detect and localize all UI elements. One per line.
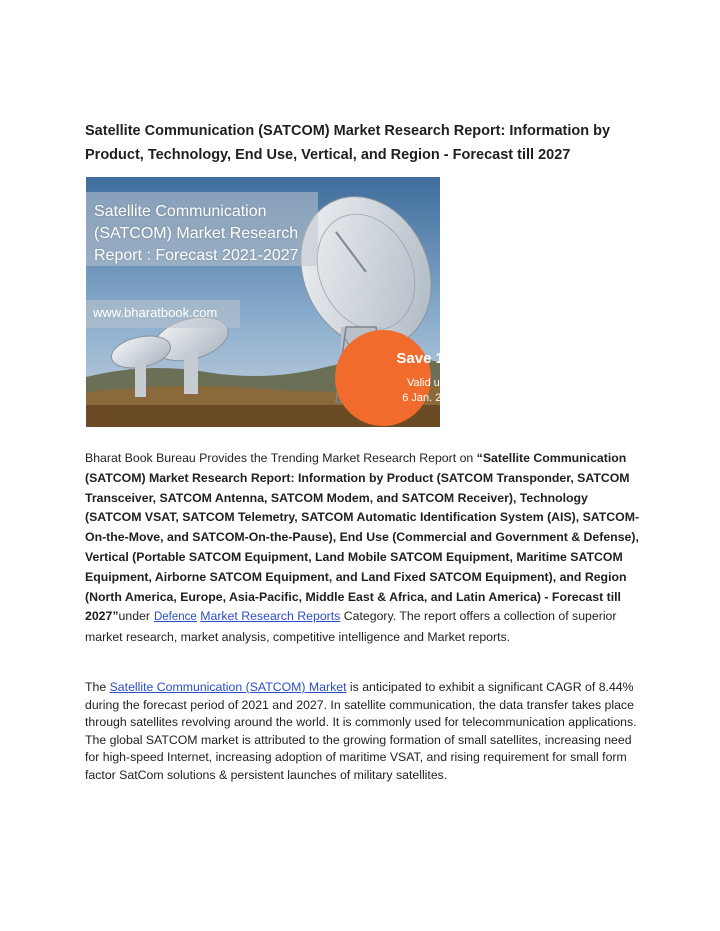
intro-paragraph	[85, 449, 640, 648]
discount-badge	[335, 330, 466, 426]
report-title: Satellite Communication (SATCOM) Market Research Report: Information by Product, Technology, End Use, Vertical, and Region - Forecast till 2027	[85, 123, 611, 163]
under-text: under	[118, 609, 150, 624]
market-description-paragraph	[85, 679, 640, 785]
defence-category-link[interactable]: Defence	[153, 611, 197, 624]
discount-validity: Valid upto 6 Jan. 2022	[402, 377, 460, 404]
para2-rest: is anticipated to exhibit a significant CAGR of 8.44% during the forecast period of 2021 and 2027. In satellite communication, the data transfer takes place through satellites revolving around the world. It is commonly used for telecommunication applications. The global SATCOM market is attributed to the growing formation of small satellites, increasing need for high-speed Internet, increasing adoption of maritime VSAT, and rising requirement for small form factor SatCom solutions & persistent launches of military satellites.	[85, 680, 637, 782]
report-full-title: “Satellite Communication (SATCOM) Market Research Report: Information by Product (SATCOM Transponder, SATCOM Transceiver, SATCOM Antenna, SATCOM Modem, and SATCOM Receiver), Technology (SATCOM VSAT, SATCOM Telemetry, SATCOM Automatic Identification System (AIS), SATCOM-On-the-Move, and SATCOM-On-the-Pause), End Use (Commercial and Government & Defense), Vertical (Portable SATCOM Equipment, Land Mobile SATCOM Equipment, Maritime SATCOM Equipment, Airborne SATCOM Equipment, and Land Fixed SATCOM Equipment), and Region (North America, Europe, Asia-Pacific, Middle East & Africa, and Latin America) - Forecast till 2027”	[85, 451, 640, 624]
intro-text: Bharat Book Bureau Provides the Trending Market Research Report on	[85, 451, 477, 465]
market-research-reports-link[interactable]: Market Research Reports	[200, 609, 341, 624]
para2-pre: The	[85, 680, 110, 694]
intro-rest-text: Category. The report offers a collection of superior market research, market analysis, competitive intelligence and Market reports.	[85, 609, 617, 645]
report-banner-image	[86, 177, 466, 427]
banner-url: www.bharatbook.com	[93, 305, 218, 320]
satcom-market-link[interactable]: Satellite Communication (SATCOM) Market	[109, 680, 347, 694]
banner-title: Satellite Communication (SATCOM) Market Research Report : Forecast 2021-2027	[94, 203, 299, 264]
discount-amount: Save 15%	[396, 350, 466, 367]
